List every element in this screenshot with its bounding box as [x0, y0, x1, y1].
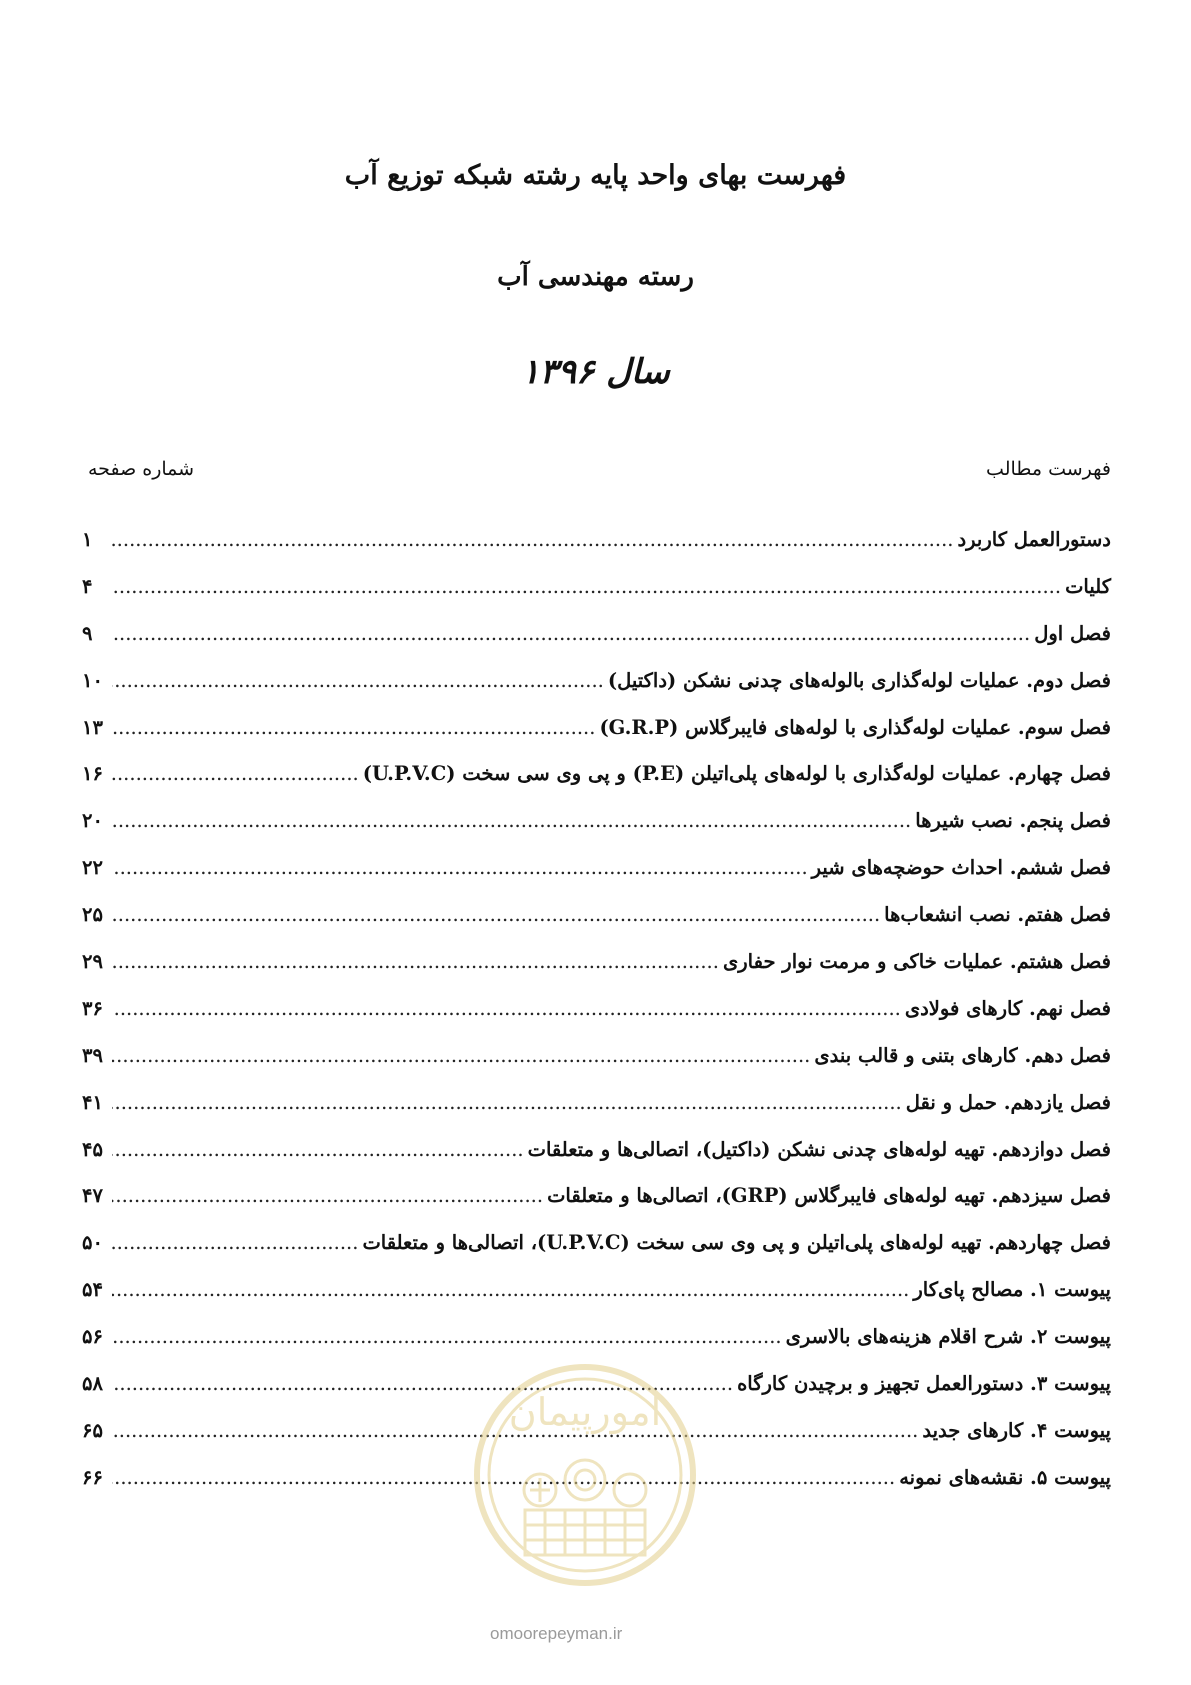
toc-leader-dots	[112, 997, 901, 1020]
toc-entry-label: پیوست ۳. دستورالعمل تجهیز و برچیدن کارگاه	[737, 1371, 1111, 1395]
toc-entry-label: فصل سوم. عملیات لوله‌گذاری با لوله‌های فایبرگلاس (G.R.P)	[599, 715, 1111, 739]
toc-leader-dots	[112, 1325, 782, 1348]
toc-leader-dots	[112, 1231, 358, 1254]
toc-leader-dots	[112, 1044, 810, 1067]
toc-entry-label: فصل پنجم. نصب شیرها	[915, 809, 1111, 833]
toc-entry	[82, 1079, 1111, 1126]
toc-entry-label: پیوست ۱. مصالح پای‌کار	[913, 1278, 1111, 1302]
toc-entry	[82, 563, 1111, 610]
toc-entry-label: فصل دوم. عملیات لوله‌گذاری بالوله‌های چدنی نشکن (داکتیل)	[607, 668, 1111, 692]
toc-entry	[82, 891, 1111, 938]
toc-entry-page: ۳۶	[82, 996, 103, 1020]
toc-entry	[82, 610, 1111, 657]
toc-entry	[82, 1266, 1111, 1313]
toc-entry-label: پیوست ۴. کارهای جدید	[922, 1418, 1111, 1442]
contents-heading: فهرست مطالب	[986, 458, 1111, 480]
toc-entry-page: ۲۰	[82, 809, 103, 833]
toc-entry-label: فصل نهم. کارهای فولادی	[904, 996, 1111, 1020]
toc-entry-page: ۴۵	[82, 1137, 103, 1161]
toc-entry	[82, 1126, 1111, 1173]
toc-entry-page: ۱	[82, 527, 93, 551]
toc-entry-page: ۵۴	[82, 1278, 103, 1302]
toc-entry-label: فصل هشتم. عملیات خاکی و مرمت نوار حفاری	[722, 949, 1111, 973]
toc-entry	[82, 844, 1111, 891]
document-title: فهرست بهای واحد پایه رشته شبکه توزیع آب	[344, 160, 847, 191]
toc-leader-dots	[112, 669, 604, 692]
toc-entry-page: ۴۱	[82, 1090, 103, 1114]
toc-entry	[82, 750, 1111, 797]
toc-entry-page: ۵۸	[82, 1371, 103, 1395]
toc-entry-label: دستورالعمل کاربرد	[957, 527, 1111, 551]
toc-leader-dots	[112, 856, 808, 879]
toc-entry	[82, 985, 1111, 1032]
toc-entry-page: ۱۶	[82, 762, 103, 786]
toc-entry	[82, 797, 1111, 844]
page-number-heading: شماره صفحه	[88, 458, 195, 480]
toc-entry-page: ۲۵	[82, 903, 103, 927]
toc-entry-label: فصل سیزدهم. تهیه لوله‌های فایبرگلاس (GRP)، اتصالی‌ها و متعلقات	[547, 1184, 1111, 1208]
toc-entry	[82, 657, 1111, 704]
toc-entry	[82, 516, 1111, 563]
toc-entry	[82, 1032, 1111, 1079]
toc-leader-dots	[112, 1091, 902, 1114]
toc-entry-label: فصل اول	[1034, 621, 1111, 645]
toc-entry	[82, 1219, 1111, 1266]
watermark-logo-text: امورپیمان	[508, 1390, 662, 1434]
toc-leader-dots	[112, 1278, 909, 1301]
discipline-subtitle: رسته مهندسی آب	[497, 262, 694, 292]
toc-entry	[82, 1172, 1111, 1219]
toc-entry	[82, 704, 1111, 751]
toc-entry-page: ۲۲	[82, 856, 103, 880]
toc-entry-page: ۳۹	[82, 1043, 103, 1067]
toc-leader-dots	[112, 809, 911, 832]
toc-entry-label: فصل یازدهم. حمل و نقل	[905, 1090, 1111, 1114]
toc-entry-page: ۱۳	[82, 715, 103, 739]
toc-entry-label: فصل چهارم. عملیات لوله‌گذاری با لوله‌های پلی‌اتیلن (P.E) و پی وی سی سخت (U.P.V.C)	[362, 762, 1111, 786]
toc-entry-page: ۱۰	[82, 668, 103, 692]
toc-entry-page: ۴۷	[82, 1184, 103, 1208]
toc-entry-page: ۶۵	[82, 1418, 103, 1442]
toc-entry-page: ۶۶	[82, 1465, 103, 1489]
toc-entry-page: ۴	[82, 574, 93, 598]
toc-leader-dots	[112, 1138, 524, 1161]
toc-entry-label: فصل چهاردهم. تهیه لوله‌های پلی‌اتیلن و پی وی سی سخت (U.P.V.C)، اتصالی‌ها و متعلقات	[362, 1231, 1111, 1255]
toc-leader-dots	[112, 762, 359, 785]
toc-entry-page: ۹	[82, 621, 93, 645]
toc-leader-dots	[112, 903, 880, 926]
toc-entry-label: فصل هفتم. نصب انشعاب‌ها	[884, 903, 1111, 927]
toc-entry	[82, 1313, 1111, 1360]
toc-leader-dots	[112, 950, 719, 973]
toc-leader-dots	[112, 716, 595, 739]
toc-entry-page: ۵۶	[82, 1325, 103, 1349]
toc-entry-label: فصل دهم. کارهای بتنی و قالب بندی	[814, 1043, 1111, 1067]
toc-leader-dots	[112, 1184, 543, 1207]
toc-entry-label: فصل دوازدهم. تهیه لوله‌های چدنی نشکن (داکتیل)، اتصالی‌ها و متعلقات	[527, 1137, 1111, 1161]
toc-entry-label: فصل ششم. احداث حوضچه‌های شیر	[811, 856, 1111, 880]
watermark-logo-icon	[470, 1360, 700, 1590]
toc-entry-label: پیوست ۵. نقشه‌های نمونه	[899, 1465, 1111, 1489]
toc-entry-label: کلیات	[1065, 574, 1111, 598]
year-heading: سال ۱۳۹۶	[521, 352, 670, 392]
toc-entry-page: ۵۰	[82, 1231, 103, 1255]
toc-entry-label: پیوست ۲. شرح اقلام هزینه‌های بالاسری	[785, 1325, 1111, 1349]
table-of-contents	[82, 516, 1111, 1501]
toc-leader-dots	[112, 528, 953, 551]
toc-leader-dots	[112, 575, 1061, 598]
toc-entry	[82, 938, 1111, 985]
toc-entry-page: ۲۹	[82, 949, 103, 973]
watermark-site: omoorepeyman.ir	[490, 1624, 623, 1643]
toc-leader-dots	[112, 622, 1030, 645]
